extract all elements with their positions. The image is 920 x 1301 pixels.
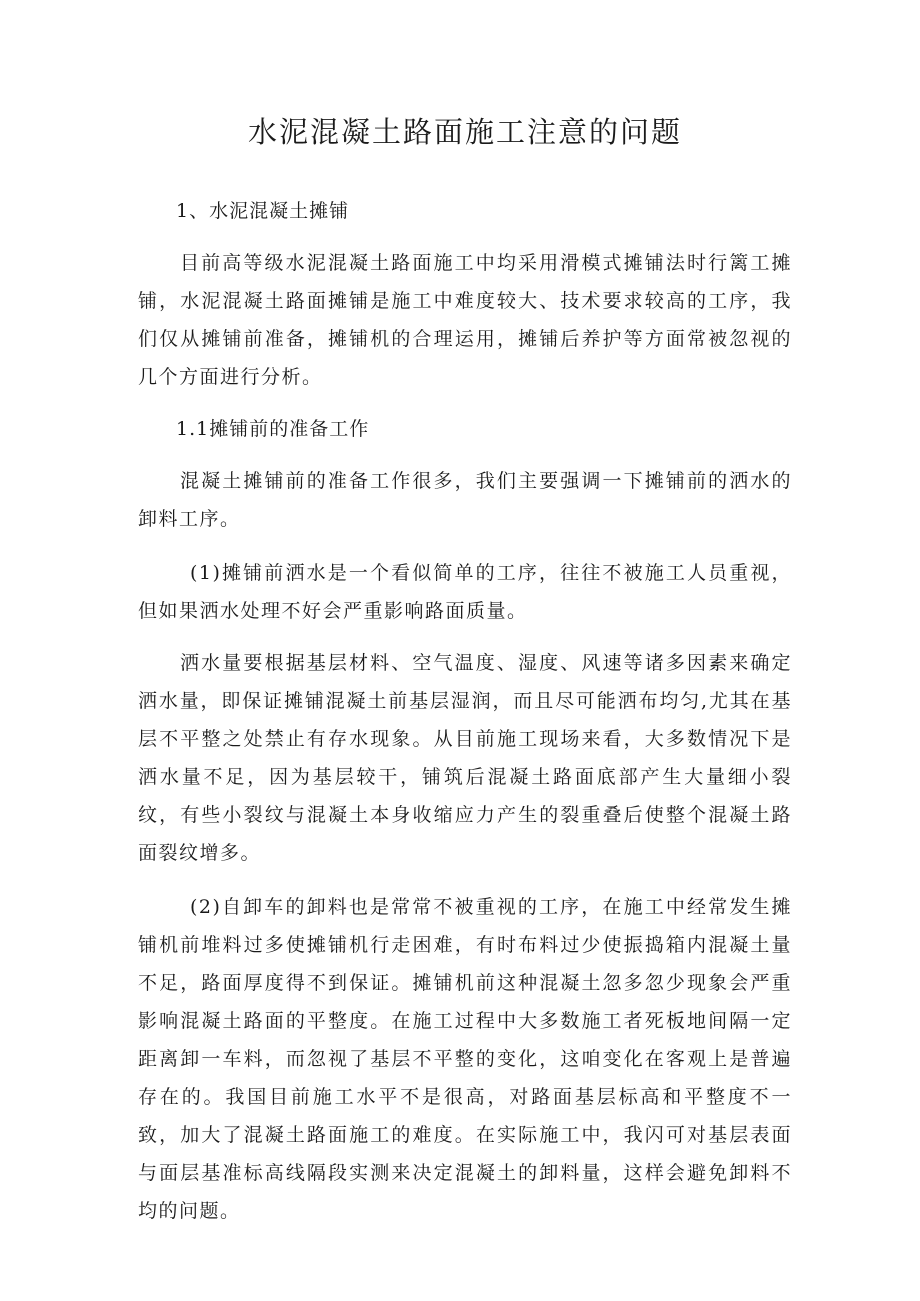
section-1-heading: 1、水泥混凝土摊铺 [176, 200, 350, 222]
item-1-detail-paragraph: 洒水量要根据基层材料、空气温度、湿度、风速等诸多因素来确定洒水量，即保证摊铺混凝土前基层湿润，而且尽可能洒布均匀,尤其在基层不平整之处禁止有存水现象。从目前施工现场来看，大多数情况下是洒水量不足，因为基层较干，铺筑后混凝土路面底部产生大量细小裂纹，有些小裂纹与混凝土本身收缩应力产生的裂重叠后使整个混凝土路面裂纹增多。 [138, 652, 792, 864]
section-1-paragraph: 目前高等级水泥混凝土路面施工中均采用滑模式摊铺法时行篱工摊铺，水泥混凝土路面摊铺是施工中难度较大、技术要求较高的工序，我们仅从摊铺前准备，摊铺机的合理运用，摊铺后养护等方面常被忽视的几个方面进行分析。 [138, 252, 792, 388]
section-1-1-paragraph: 混凝土摊铺前的准备工作很多，我们主要强调一下摊铺前的洒水的卸料工序。 [138, 470, 792, 530]
section-1-1-heading: 1.1摊铺前的准备工作 [176, 418, 370, 440]
item-1-paragraph: (1)摊铺前洒水是一个看似简单的工序，往往不被施工人员重视，但如果洒水处理不好会严重影响路面质量。 [138, 562, 792, 622]
item-2-paragraph: (2)自卸车的卸料也是常常不被重视的工序，在施工中经常发生摊铺机前堆料过多使摊铺机行走困难，有时布料过少使振捣箱内混凝土量不足，路面厚度得不到保证。摊铺机前这种混凝土忽多忽少现象会严重影响混凝土路面的平整度。在施工过程中大多数施工者死板地间隔一定距离卸一车料，而忽视了基层不平整的变化，这咱变化在客观上是普遍存在的。我国目前施工水平不是很高，对路面基层标高和平整度不一致，加大了混凝土路面施工的难度。在实际施工中，我闪可对基层表面与面层基准标高线隔段实测来决定混凝土的卸料量，这样会避免卸料不均的问题。 [138, 896, 792, 1222]
document-title: 水泥混凝土路面施工注意的问题 [247, 115, 682, 149]
